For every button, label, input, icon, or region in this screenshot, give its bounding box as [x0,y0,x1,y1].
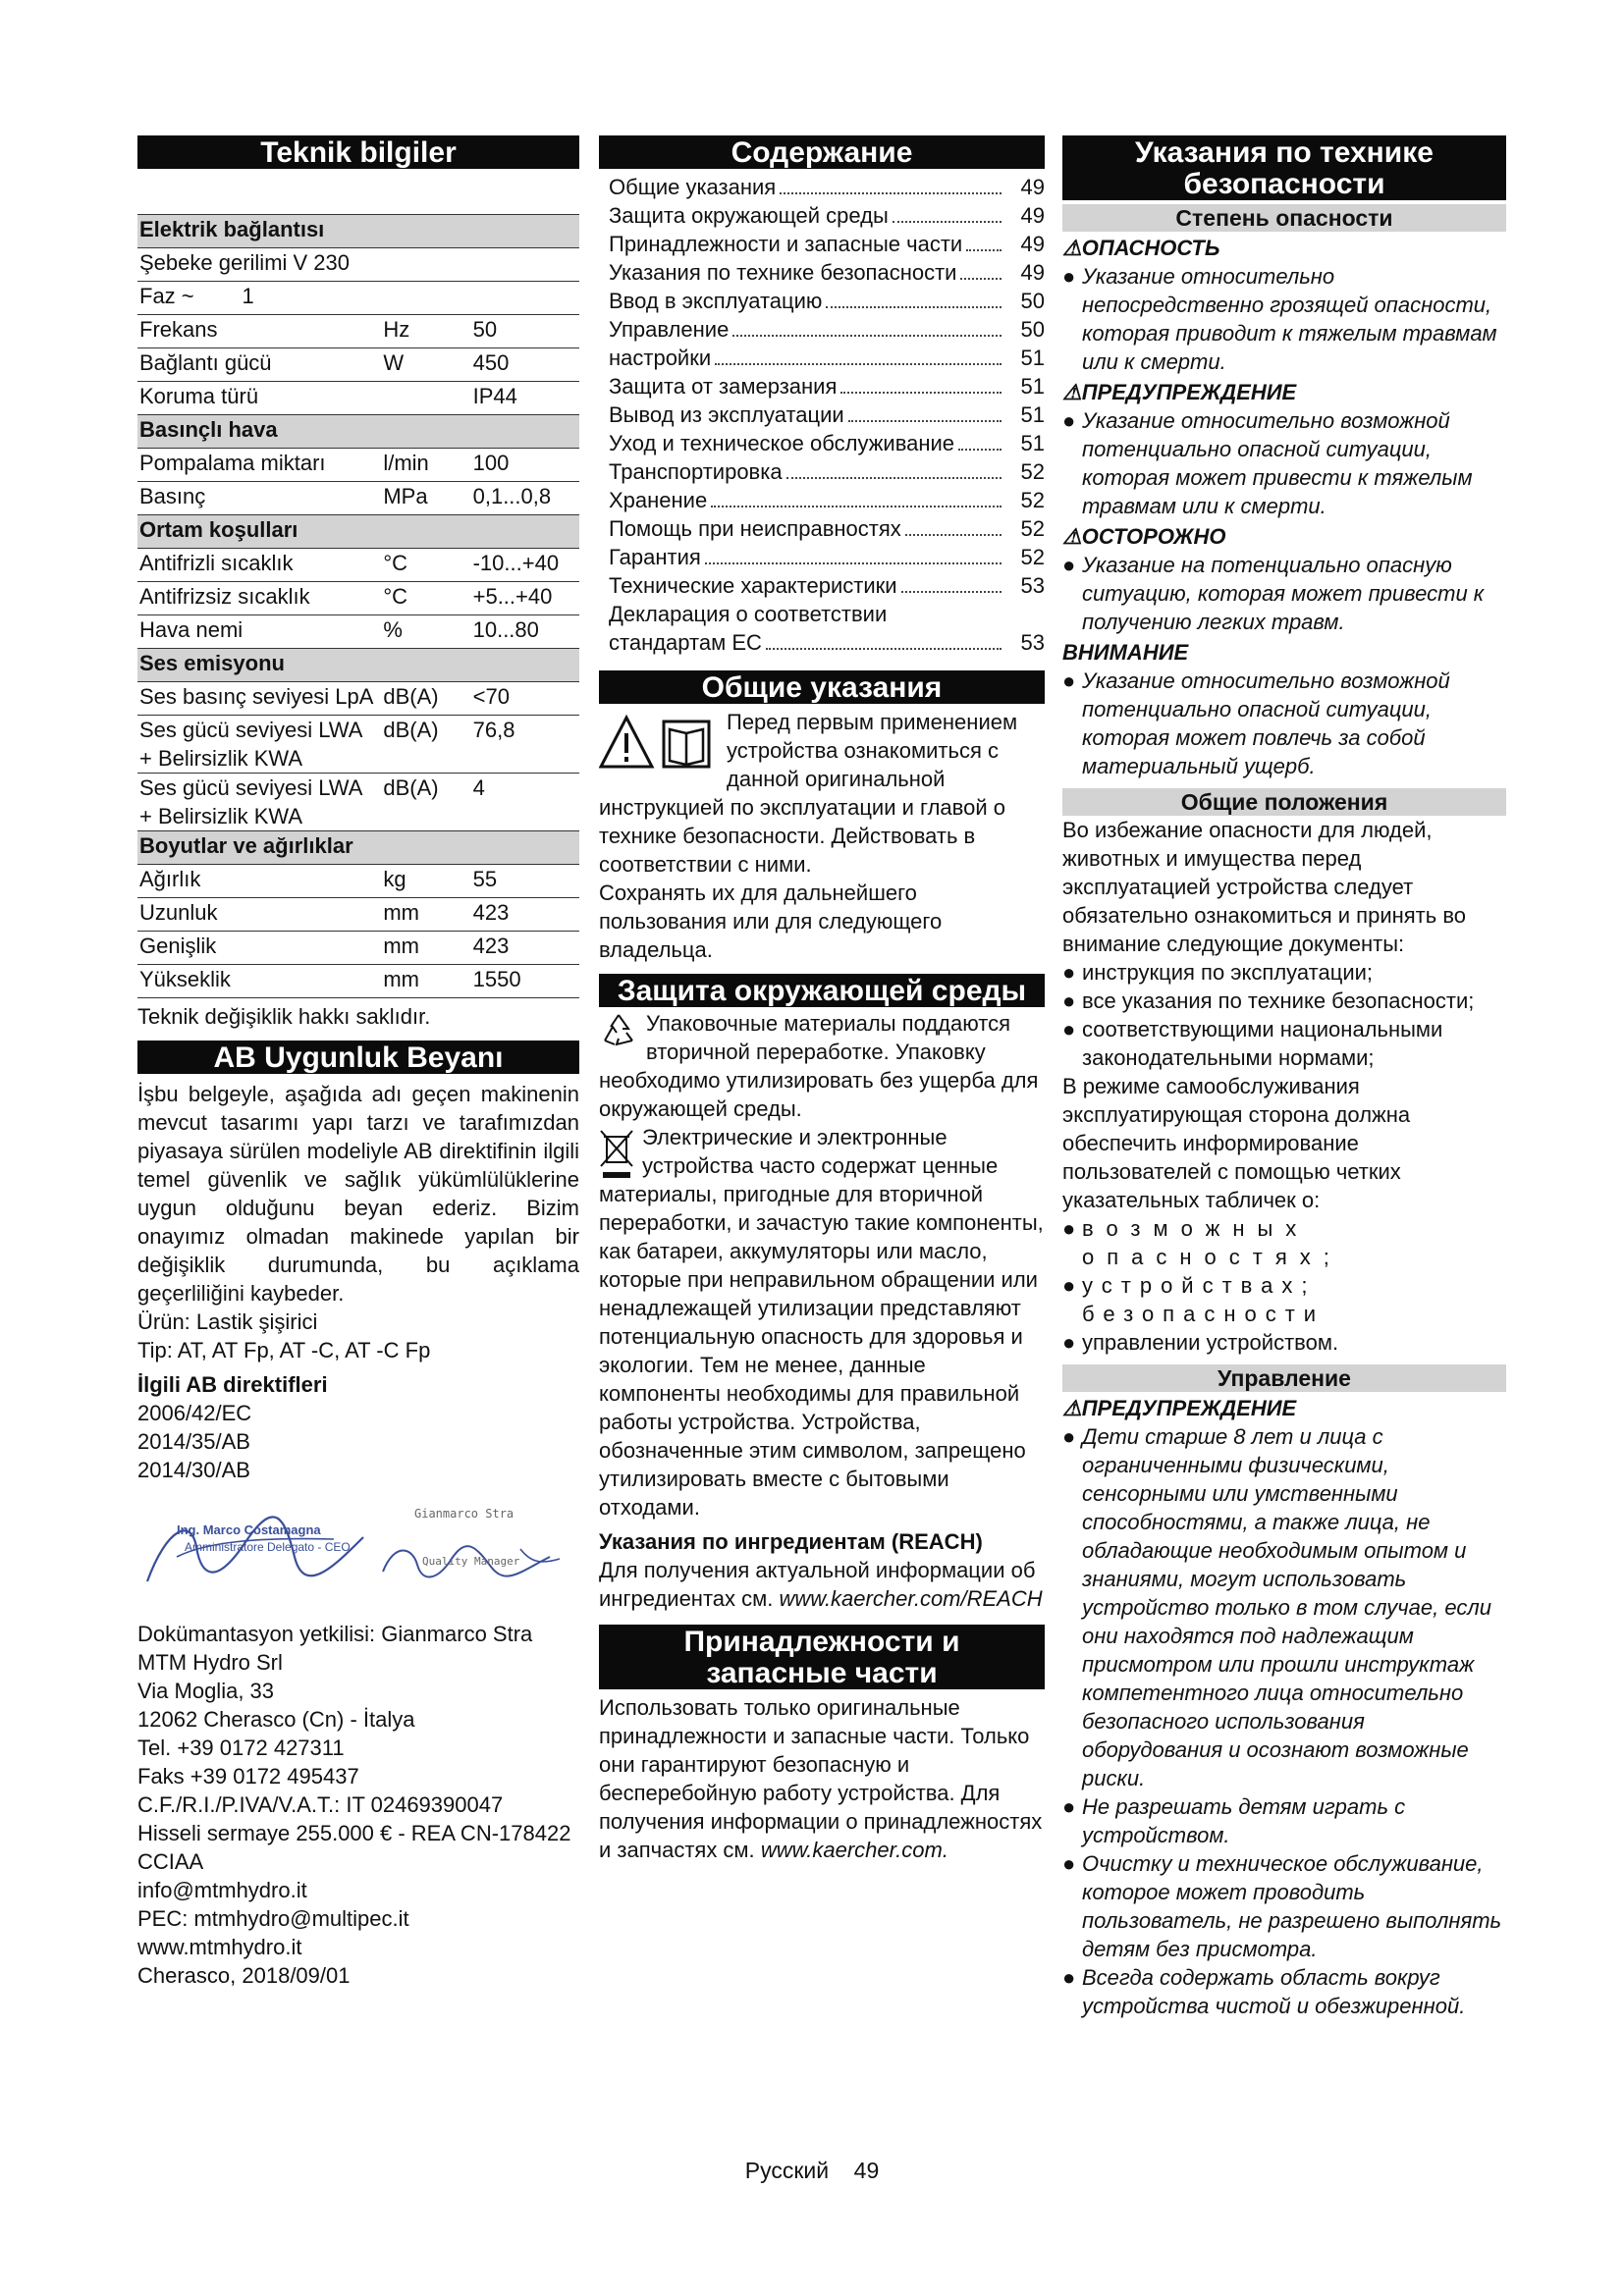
list-item: ● устройствах; безопасности [1062,1273,1326,1326]
toc-item[interactable]: Уход и техническое обслуживание 51 [609,431,1045,455]
contact-line: info@mtmhydro.it [137,1878,307,1902]
toc-item[interactable]: Ввод в эксплуатацию 50 [609,289,1045,313]
spec-row: Genişlik mm 423 [137,932,579,965]
parts-text: Использовать только оригинальные принадлежности и запасные части. Только они гарантируют безопасную и бесперебойную работу устройства. Для получения информации о принадлежностях и запчастях см. [599,1695,1043,1862]
reach-text-block [599,1556,1045,1613]
spec-group-header: Basınçlı hava [137,415,579,449]
level-danger: ⚠ОПАСНОСТЬ ● Указание относительно непосредственно грозящей опасности, которая приводит к тяжелым травмам или к смерти. [1062,234,1506,376]
contact-line: www.mtmhydro.it [137,1935,302,1959]
ab-directive: 2006/42/EC [137,1401,252,1425]
parts-link[interactable]: www.kaercher.com. [760,1838,948,1862]
list-item: ● Всегда содержать область вокруг устройства чистой и обезжиренной. [1062,1965,1466,2018]
warning-triangle-icon: ⚠ [1062,236,1082,260]
general-text2: В режиме самообслуживания эксплуатирующая сторона должна обеспечить информирование пользователей с помощью четких указательных табличек о: [1062,1074,1411,1212]
level-text: Указание на потенциально опасную ситуацию, которая может привести к получению легких травм. [1082,553,1485,634]
spec-row: Şebeke gerilimi V 230 [137,248,579,282]
reach-text: Для получения актуальной информации об ингредиентах см. [599,1558,1036,1611]
level-attention: ВНИМАНИЕ ● Указание относительно возможной потенциально опасной ситуации, которая может повлечь за собой материальный ущерб. [1062,638,1506,780]
list-item: ● Очистку и техническое обслуживание, которое может проводить пользователь, не разрешено выполнять детям без присмотра. [1062,1851,1502,1961]
warning-triangle-icon: ⚠ [1062,380,1082,404]
toc-last [599,600,1045,657]
contact-line: MTM Hydro Srl [137,1650,283,1675]
spec-group-header: Ses emisyonu [137,649,579,682]
warning-triangle-icon [599,714,717,773]
general-text: Перед первым применением устройства ознакомиться с данной оригинальной инструкцией по эксплуатации и главой о технике безопасности. Действовать в соответствии с ними. [599,710,1018,877]
list-item: ● возможных опасностях; [1062,1216,1342,1269]
spec-row: Ses gücü seviyesi LWA + Belirsizlik KWA dB(A) 76,8 [137,716,579,774]
reach-title: Указания по ингредиентам (REACH) [599,1529,983,1554]
level-text: Указание относительно возможной потенциально опасной ситуации, которая может привести к тяжелым травмам или к смерти. [1082,408,1473,518]
list-item: ● все указания по технике безопасности; [1062,988,1475,1013]
contact-line: Cherasco, 2018/09/01 [137,1963,351,1988]
ab-body: İşbu belgeyle, aşağıda adı geçen makinenin mevcut tasarımı yapı tarzı ve tarafımızdan piyasaya sürülen modeliyle AB direktifinin ilgili temel güvenlik ve sağlık yükümlülüklerine uygun olduğunu beyan ederiz. Bizim onayımız olmadan makinede yapılan bir değişiklik durumunda, bu açıklama geçerliliğini kaybeder. [137,1082,579,1306]
toc-item[interactable]: настройки 51 [609,346,1045,370]
spec-row: Koruma türü IP44 [137,382,579,415]
toc-item[interactable]: Защита окружающей среды 49 [609,203,1045,228]
column-right [1062,135,1506,2020]
spec-row: Frekans Hz 50 [137,315,579,348]
toc-item[interactable]: Вывод из эксплуатации 51 [609,402,1045,427]
spec-table [137,215,579,998]
technical-title: Teknik bilgiler [137,135,579,169]
spec-row: Ses basınç seviyesi LpA dB(A) <70 [137,682,579,716]
contact-line: PEC: mtmhydro@multipec.it [137,1906,409,1931]
toc-item[interactable]: Помощь при неисправностях 52 [609,516,1045,541]
env-text1: Упаковочные материалы поддаются вторичной переработке. Упаковку необходимо утилизировать без ущерба для окружающей среды. [599,1011,1039,1121]
control-warning-head: ⚠ПРЕДУПРЕЖДЕНИЕ [1062,1396,1297,1420]
ab-directive: 2014/30/AB [137,1458,250,1482]
toc-item[interactable]: Транспортировка 52 [609,459,1045,484]
spacer-row [137,169,579,215]
spec-row: Yükseklik mm 1550 [137,965,579,998]
toc-list [599,169,1045,600]
safety-title: Указания по технике безопасности [1062,135,1506,200]
toc-item[interactable]: Общие указания 49 [609,175,1045,199]
sig-left-role: Amministratore Delegato - CEO [185,1540,351,1554]
levels-title: Степень опасности [1062,204,1506,232]
level-text: Указание относительно непосредственно грозящей опасности, которая приводит к тяжелым травмам или к смерти. [1082,264,1497,374]
toc-item[interactable]: Защита от замерзания 51 [609,374,1045,399]
warning-triangle-icon: ⚠ [1062,1396,1082,1420]
ab-product: Ürün: Lastik şişirici [137,1309,318,1334]
level-caution: ⚠ОСТОРОЖНО ● Указание на потенциально опасную ситуацию, которая может привести к получению легких травм. [1062,522,1506,636]
list-item: ● Не разрешать детям играть с устройством. [1062,1794,1406,1847]
spec-row: Ses gücü seviyesi LWA + Belirsizlik KWA dB(A) 4 [137,774,579,831]
general-section [599,708,1045,964]
level-head: ⚠ОСТОРОЖНО [1062,524,1226,549]
spec-row: Hava nemi % 10...80 [137,615,579,649]
sig-left-name: Ing. Marco Costamagna [177,1522,321,1537]
general-title: Общие указания [599,670,1045,704]
crossed-bin-icon [599,1127,634,1180]
list-item: ● инструкция по эксплуатации; [1062,960,1374,985]
env-section [599,1009,1045,1613]
ab-title: AB Uygunluk Beyanı [137,1041,579,1074]
contact-block [137,1620,579,1990]
sig-right-name: Gianmarco Stra [414,1507,514,1521]
toc-item[interactable]: Технические характеристики 53 [609,573,1045,598]
level-text: Указание относительно возможной потенциально опасной ситуации, которая может повлечь за собой материальный ущерб. [1082,668,1450,778]
reach-link[interactable]: www.kaercher.com/REACH [779,1586,1043,1611]
spec-row: Basınç MPa 0,1...0,8 [137,482,579,515]
contact-line: Via Moglia, 33 [137,1679,275,1703]
sig-right-role: Quality Manager [422,1555,520,1568]
page-number: 49 [853,2158,880,2183]
column-left [137,135,579,1990]
spec-group-header: Elektrik bağlantısı [137,215,579,248]
toc-item[interactable]: Указания по технике безопасности 49 [609,260,1045,285]
level-head: ⚠ОПАСНОСТЬ [1062,236,1220,260]
spec-row: Faz ~ 1 [137,282,579,315]
spec-group-header: Ortam koşulları [137,515,579,549]
ab-type: Tip: AT, AT Fp, AT -C, AT -C Fp [137,1338,431,1362]
env-title: Защита окружающей среды [599,974,1045,1007]
level-warning: ⚠ПРЕДУПРЕЖДЕНИЕ ● Указание относительно возможной потенциально опасной ситуации, которая может привести к тяжелым травмам или к смерти. [1062,378,1506,520]
ab-directives-title: İlgili AB direktifleri [137,1372,328,1397]
spec-group-header: Boyutlar ve ağırlıklar [137,831,579,865]
column-middle [599,135,1045,1864]
recycle-icon [599,1011,638,1050]
contact-line: Hisseli sermaye 255.000 € - REA CN-178422 CCIAA [137,1821,571,1874]
level-head: ВНИМАНИЕ [1062,640,1189,665]
footer-language: Русский [744,2158,830,2183]
spec-row: Pompalama miktarı l/min 100 [137,449,579,482]
level-head: ⚠ПРЕДУПРЕЖДЕНИЕ [1062,380,1297,404]
toc-item[interactable]: Гарантия 52 [609,545,1045,569]
parts-text-block [599,1693,1045,1864]
env-text2: Электрические и электронные устройства часто содержат ценные материалы, пригодные для вторичной переработки, и зачастую такие компоненты, как батареи, аккумуляторы или масло, которые при неправильном обращении или ненадлежащей утилизации представляют потенциальную опасность для здоровья и экологии. Тем не менее, данные компоненты необходимы для правильной работы устройства. Устройства, обозначенные этим символом, запрещено утилизировать вместе с бытовыми отходами. [599,1125,1044,1520]
spec-row: Antifrizli sıcaklık °C -10...+40 [137,549,579,582]
spec-row: Ağırlık kg 55 [137,865,579,898]
toc-item[interactable]: Управление 50 [609,317,1045,342]
spec-row: Uzunluk mm 423 [137,898,579,932]
contact-line: Faks +39 0172 495437 [137,1764,359,1789]
general-text2: Сохранять их для дальнейшего пользования или для следующего владельца. [599,881,943,962]
list-item: ● управлении устройством. [1062,1330,1339,1355]
general-provisions-title: Общие положения [1062,788,1506,816]
warning-triangle-icon: ⚠ [1062,524,1082,549]
toc-title: Содержание [599,135,1045,169]
toc-item[interactable]: стандартам ЕС 53 [609,630,1045,655]
technical-note: Teknik değişiklik hakkı saklıdır. [137,1004,431,1029]
toc-item[interactable]: Принадлежности и запасные части 49 [609,232,1045,256]
list-item: ● соответствующими национальными законодательными нормами; [1062,1017,1443,1070]
ab-directive: 2014/35/AB [137,1429,250,1454]
signature-block [137,1488,579,1614]
list-item: ● Дети старше 8 лет и лица с ограниченными физическими, сенсорными или умственными способностями, а также лица, не обладающие необходимым опытом и знаниями, могут использовать устройство только в том случае, если они находятся под надлежащим присмотром или прошли инструктаж компетентного лица относительно безопасного использования оборудования и осознают возможные риски. [1062,1424,1491,1790]
contact-line: C.F./R.I./P.IVA/V.A.T.: IT 02469390047 [137,1792,504,1817]
general-intro: Во избежание опасности для людей, животных и имущества перед эксплуатацией устройства следует обязательно ознакомиться и принять во внимание следующие документы: [1062,818,1467,956]
control-title: Управление [1062,1364,1506,1392]
page-footer [0,2158,1624,2184]
toc-item[interactable]: Хранение 52 [609,488,1045,512]
parts-title: Принадлежности и запасные части [599,1625,1045,1689]
contact-line: Tel. +39 0172 427311 [137,1735,345,1760]
spec-row: Antifrizsiz sıcaklık °C +5...+40 [137,582,579,615]
contact-line: 12062 Cherasco (Cn) - İtalya [137,1707,415,1732]
contact-line: Dokümantasyon yetkilisi: Gianmarco Stra [137,1622,533,1646]
toc-item[interactable]: Декларация о соответствии [609,602,888,626]
spec-row: Bağlantı gücü W 450 [137,348,579,382]
warning-manual-icons [599,714,717,776]
